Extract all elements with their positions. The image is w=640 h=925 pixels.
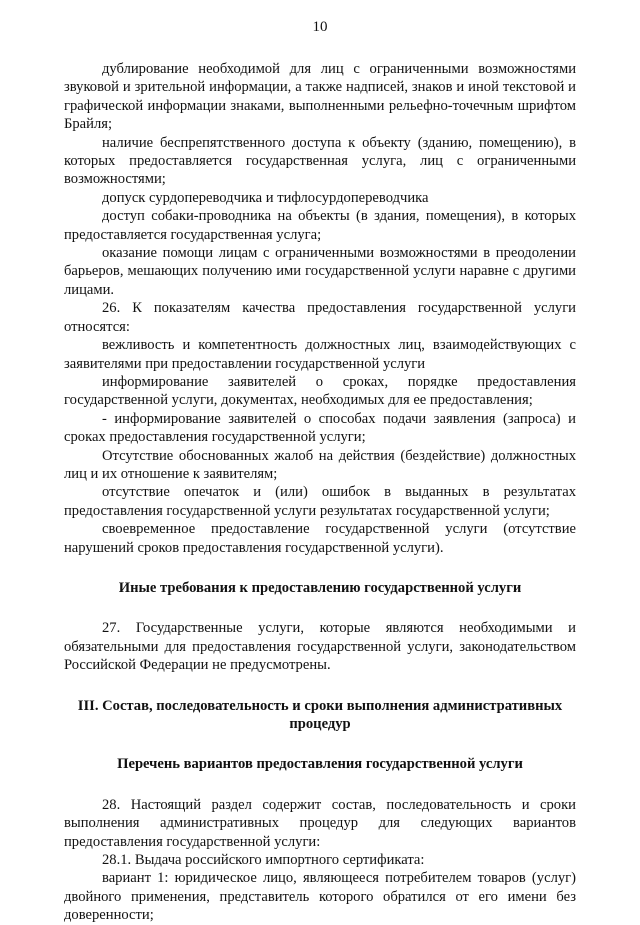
paragraph: оказание помощи лицам с ограниченными возможностями в преодолении барьеров, мешающих получению ими государственной услуги наравне с другими лицами.: [64, 245, 576, 298]
section-heading: Перечень вариантов предоставления государственной услуги: [117, 756, 523, 773]
page-number: 10: [312, 19, 328, 35]
paragraph: доступ собаки-проводника на объекты (в здания, помещения), в которых предоставляется государственная услуга;: [64, 208, 576, 243]
paragraph: отсутствие опечаток и (или) ошибок в выданных в результатах предоставления государственной услуги результатах государственной услуги;: [64, 484, 576, 519]
spacer: [64, 774, 576, 796]
paragraph: 28.1. Выдача российского импортного сертификата:: [102, 852, 425, 869]
spacer: [64, 557, 576, 579]
paragraph: 27. Государственные услуги, которые являются необходимыми и обязательными для предоставления государственной услуги, законодательством Российской Федерации не предусмотрены.: [64, 620, 576, 674]
section-heading: III. Состав, последовательность и сроки выполнения административных процедур: [77, 697, 563, 732]
paragraph: вежливость и компетентность должностных лиц, взаимодействующих с заявителями при предоставлении государственной услуги: [64, 337, 576, 372]
paragraph: дублирование необходимой для лиц с ограниченными возможностями звуковой и зрительной информации, а также надписей, знаков и иной текстовой и графической информации знаками, выполненными рельефно-точечным шрифтом Брайля;: [64, 61, 576, 133]
paragraph: Отсутствие обоснованных жалоб на действия (бездействие) должностных лиц и их отношение к заявителям;: [64, 447, 576, 482]
spacer: [64, 675, 576, 697]
paragraph: 26. К показателям качества предоставления государственной услуги относятся:: [64, 300, 576, 335]
spacer: [64, 733, 576, 755]
document-body: [64, 60, 576, 925]
paragraph: - информирование заявителей о способах подачи заявления (запроса) и сроках предоставления государственной услуги;: [64, 410, 576, 446]
spacer: [64, 597, 576, 619]
paragraph: своевременное предоставление государственной услуги (отсутствие нарушений сроков предоставления государственной услуги).: [64, 521, 576, 556]
paragraph: вариант 1: юридическое лицо, являющееся потребителем товаров (услуг) двойного применения, представитель которого обратился от его имени без доверенности;: [64, 870, 576, 924]
paragraph: информирование заявителей о сроках, порядке предоставления государственной услуги, документах, необходимых для ее предоставления;: [64, 373, 576, 409]
paragraph: наличие беспрепятственного доступа к объекту (зданию, помещению), в которых предоставляется государственная услуга, лиц с ограниченными возможностями;: [64, 134, 576, 188]
paragraph: 28. Настоящий раздел содержит состав, последовательность и сроки выполнения административных процедур для следующих вариантов предоставления государственной услуги:: [64, 796, 576, 850]
section-heading: Иные требования к предоставлению государственной услуги: [118, 579, 522, 596]
paragraph: допуск сурдопереводчика и тифлосурдопереводчика: [102, 189, 429, 206]
